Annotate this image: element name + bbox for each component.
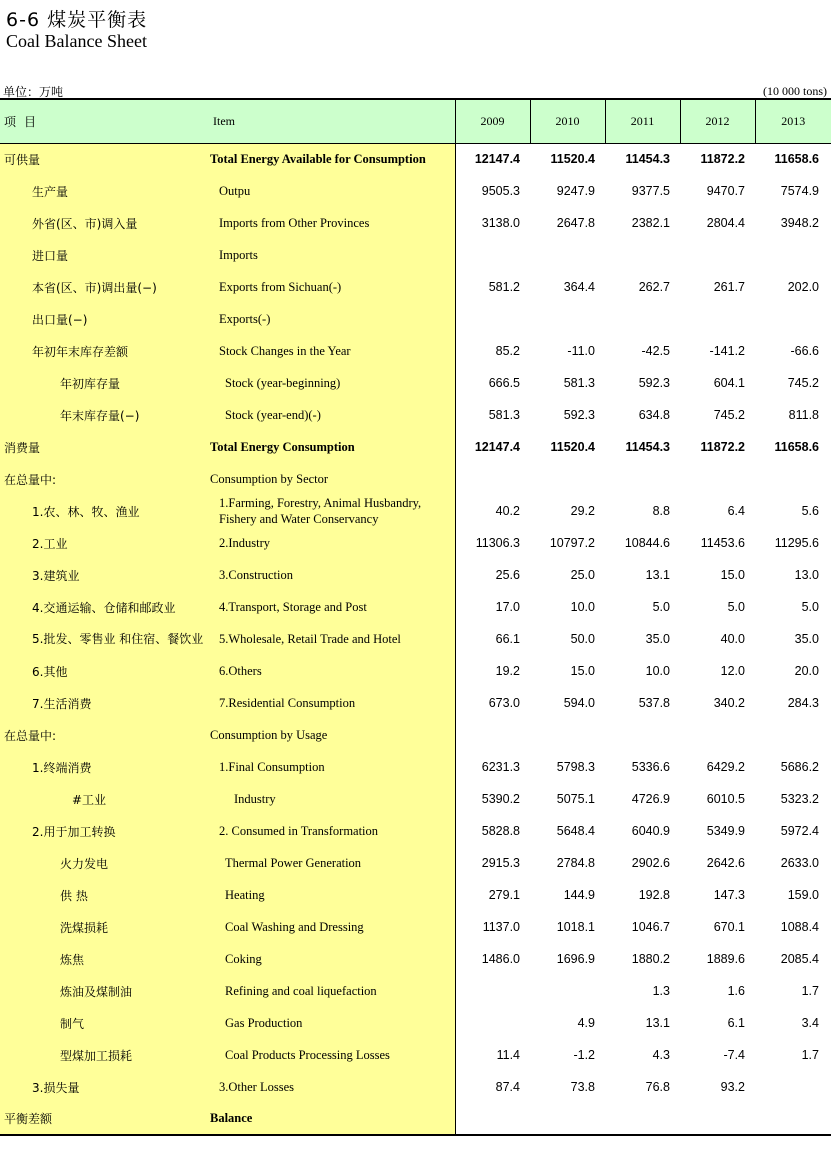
value-cell: 12147.4 — [474, 152, 520, 167]
value-cell: 5075.1 — [556, 792, 595, 806]
value-cell — [605, 719, 680, 751]
value-cell — [530, 303, 605, 335]
table-row — [0, 1103, 831, 1135]
value-cell: 11454.3 — [625, 440, 670, 454]
value-cell: 8.8 — [652, 504, 670, 518]
row-label-en: Refining and coal liquefaction — [210, 975, 455, 1007]
value-cell: 2647.8 — [556, 216, 595, 230]
row-label-cn: 在总量中: — [0, 719, 210, 751]
value-cell: 9247.9 — [556, 184, 595, 198]
row-label-en: 1.Farming, Forestry, Animal Husbandry, Fishery and Water Conservancy — [210, 495, 455, 527]
value-cell: 284.3 — [787, 696, 819, 710]
value-cell: 1889.6 — [706, 952, 745, 966]
table-row — [0, 783, 831, 815]
table-row — [0, 623, 831, 655]
row-label-cn: 生产量 — [0, 175, 210, 207]
table-row — [0, 815, 831, 847]
header-year: 2009 — [455, 99, 530, 143]
value-cell: 15.0 — [720, 568, 745, 582]
value-cell: -7.4 — [723, 1048, 745, 1062]
value-cell: 10.0 — [570, 600, 595, 614]
value-cell: 1880.2 — [631, 952, 670, 966]
value-cell: 9505.3 — [481, 184, 520, 198]
value-cell — [680, 303, 755, 335]
row-label-en: Coal Washing and Dressing — [210, 911, 455, 943]
value-cell: 2642.6 — [706, 856, 745, 870]
value-cell: 5.6 — [801, 504, 819, 518]
value-cell: 5686.2 — [780, 760, 819, 774]
value-cell: 3.4 — [801, 1016, 819, 1030]
value-cell: 25.0 — [570, 568, 595, 582]
value-cell — [755, 1103, 831, 1135]
value-cell: 50.0 — [570, 632, 595, 646]
table-row — [0, 975, 831, 1007]
row-label-en: 2.Industry — [210, 527, 455, 559]
value-cell: 1486.0 — [481, 952, 520, 966]
row-label-en: 3.Construction — [210, 559, 455, 591]
value-cell: 2902.6 — [631, 856, 670, 870]
value-cell: -42.5 — [641, 344, 670, 358]
value-cell — [605, 463, 680, 495]
value-cell: 144.9 — [563, 888, 595, 902]
table-row — [0, 911, 831, 943]
value-cell — [530, 1103, 605, 1135]
value-cell: 666.5 — [488, 376, 520, 390]
value-cell: 2804.4 — [706, 216, 745, 230]
value-cell — [680, 719, 755, 751]
value-cell: 261.7 — [713, 280, 745, 294]
row-label-cn: 供 热 — [0, 879, 210, 911]
value-cell: 5349.9 — [706, 824, 745, 838]
value-cell: 7574.9 — [780, 184, 819, 198]
table-row — [0, 367, 831, 399]
value-cell: 592.3 — [638, 376, 670, 390]
row-label-cn: 外省(区、市)调入量 — [0, 207, 210, 239]
value-cell: 6231.3 — [481, 760, 520, 774]
row-label-en: Stock (year-end)(-) — [210, 399, 455, 431]
value-cell: 745.2 — [713, 408, 745, 422]
value-cell: 340.2 — [713, 696, 745, 710]
value-cell — [455, 303, 530, 335]
row-label-cn: 出口量(−) — [0, 303, 210, 335]
row-label-en: 4.Transport, Storage and Post — [210, 591, 455, 623]
value-cell: 20.0 — [794, 664, 819, 678]
row-label-en: Stock Changes in the Year — [210, 335, 455, 367]
row-label-cn: 在总量中: — [0, 463, 210, 495]
value-cell: 11453.6 — [700, 536, 745, 550]
value-cell: 87.4 — [495, 1080, 520, 1094]
value-cell: 581.3 — [563, 376, 595, 390]
table-row — [0, 751, 831, 783]
value-cell: 202.0 — [787, 280, 819, 294]
table-row — [0, 207, 831, 239]
header-year: 2013 — [755, 99, 831, 143]
value-cell: 11872.2 — [700, 440, 745, 454]
value-cell: 1696.9 — [556, 952, 595, 966]
row-label-en: 2. Consumed in Transformation — [210, 815, 455, 847]
value-cell: -1.2 — [573, 1048, 595, 1062]
row-label-en: 5.Wholesale, Retail Trade and Hotel — [210, 623, 455, 655]
row-label-en: Consumption by Usage — [210, 719, 455, 751]
value-cell: 1.7 — [801, 984, 819, 998]
table-row — [0, 431, 831, 463]
value-cell: 6.4 — [727, 504, 745, 518]
table-row — [0, 463, 831, 495]
value-cell: 35.0 — [794, 632, 819, 646]
value-cell — [680, 239, 755, 271]
value-cell: 5798.3 — [556, 760, 595, 774]
value-cell — [530, 239, 605, 271]
value-cell: 1018.1 — [556, 920, 595, 934]
table-row — [0, 591, 831, 623]
value-cell — [680, 1103, 755, 1135]
value-cell: 581.2 — [488, 280, 520, 294]
value-cell — [605, 303, 680, 335]
value-cell: 13.1 — [645, 1016, 670, 1030]
row-label-cn: 火力发电 — [0, 847, 210, 879]
table-row — [0, 655, 831, 687]
value-cell: 11.4 — [496, 1048, 520, 1062]
value-cell: 4.9 — [577, 1016, 595, 1030]
value-cell: 364.4 — [563, 280, 595, 294]
value-cell — [755, 719, 831, 751]
row-label-en: Total Energy Available for Consumption — [210, 143, 455, 175]
value-cell — [455, 463, 530, 495]
value-cell: 10844.6 — [624, 536, 670, 550]
value-cell: -66.6 — [790, 344, 819, 358]
row-label-cn: 3.建筑业 — [0, 559, 210, 591]
table-row — [0, 143, 831, 175]
value-cell: 76.8 — [645, 1080, 670, 1094]
value-cell: 5972.4 — [780, 824, 819, 838]
row-label-cn: 2.用于加工转换 — [0, 815, 210, 847]
value-cell — [755, 303, 831, 335]
table-row — [0, 303, 831, 335]
value-cell — [755, 1071, 831, 1103]
row-label-en: Exports from Sichuan(-) — [210, 271, 455, 303]
value-cell: 5336.6 — [631, 760, 670, 774]
page-title-cn: 6-6 煤炭平衡表 — [6, 9, 148, 31]
page-title-en: Coal Balance Sheet — [6, 31, 147, 51]
header-item-en: Item — [210, 99, 455, 143]
value-cell: 1088.4 — [780, 920, 819, 934]
value-cell: 4726.9 — [631, 792, 670, 806]
value-cell: 581.3 — [488, 408, 520, 422]
value-cell: 2784.8 — [556, 856, 595, 870]
header-item-cn: 项目 — [0, 99, 210, 143]
row-label-cn: 洗煤损耗 — [0, 911, 210, 943]
value-cell: 73.8 — [570, 1080, 595, 1094]
value-cell: -11.0 — [567, 344, 595, 358]
table-row — [0, 335, 831, 367]
value-cell: 594.0 — [563, 696, 595, 710]
row-label-en: Balance — [210, 1103, 455, 1135]
row-label-cn: 7.生活消费 — [0, 687, 210, 719]
header-year: 2010 — [530, 99, 605, 143]
value-cell: 537.8 — [638, 696, 670, 710]
value-cell: 5648.4 — [556, 824, 595, 838]
value-cell: 9470.7 — [706, 184, 745, 198]
value-cell — [455, 1103, 530, 1135]
value-cell: 5323.2 — [780, 792, 819, 806]
value-cell — [530, 975, 605, 1007]
value-cell — [605, 1103, 680, 1135]
row-label-cn: 6.其他 — [0, 655, 210, 687]
row-label-cn: 2.工业 — [0, 527, 210, 559]
table-row — [0, 559, 831, 591]
value-cell: 1.7 — [801, 1048, 819, 1062]
value-cell: 29.2 — [570, 504, 595, 518]
table-row — [0, 943, 831, 975]
value-cell — [455, 719, 530, 751]
unit-label-en: (10 000 tons) — [763, 84, 827, 98]
value-cell: 1046.7 — [631, 920, 670, 934]
row-label-en: Outpu — [210, 175, 455, 207]
value-cell: 670.1 — [713, 920, 745, 934]
value-cell: 10797.2 — [549, 536, 595, 550]
row-label-en: Coal Products Processing Losses — [210, 1039, 455, 1071]
row-label-en: 7.Residential Consumption — [210, 687, 455, 719]
value-cell: 66.1 — [495, 632, 520, 646]
coal-balance-table-container — [0, 98, 831, 1136]
table-row — [0, 495, 831, 527]
value-cell — [530, 463, 605, 495]
value-cell: 192.8 — [638, 888, 670, 902]
row-label-en: 6.Others — [210, 655, 455, 687]
row-label-en: Thermal Power Generation — [210, 847, 455, 879]
value-cell — [530, 719, 605, 751]
table-row — [0, 687, 831, 719]
row-label-en: Total Energy Consumption — [210, 431, 455, 463]
value-cell: 40.2 — [495, 504, 520, 518]
value-cell: 11520.4 — [550, 440, 595, 454]
value-cell: 262.7 — [638, 280, 670, 294]
value-cell: 1.6 — [727, 984, 745, 998]
value-cell — [455, 975, 530, 1007]
value-cell — [605, 239, 680, 271]
value-cell: -141.2 — [709, 344, 745, 358]
row-label-cn: 可供量 — [0, 143, 210, 175]
value-cell: 1.3 — [652, 984, 670, 998]
row-label-cn: 本省(区、市)调出量(−) — [0, 271, 210, 303]
value-cell — [680, 463, 755, 495]
value-cell: 3138.0 — [481, 216, 520, 230]
value-cell — [455, 239, 530, 271]
value-cell: 17.0 — [495, 600, 520, 614]
value-cell: 25.6 — [495, 568, 520, 582]
value-cell — [755, 239, 831, 271]
header-row — [0, 99, 831, 143]
value-cell — [755, 463, 831, 495]
value-cell: 6010.5 — [706, 792, 745, 806]
header-year: 2011 — [605, 99, 680, 143]
row-label-en: Imports from Other Provinces — [210, 207, 455, 239]
row-label-cn: 年初年末库存差额 — [0, 335, 210, 367]
table-row — [0, 271, 831, 303]
row-label-cn: #工业 — [0, 783, 210, 815]
value-cell: 10.0 — [645, 664, 670, 678]
row-label-cn: 3.损失量 — [0, 1071, 210, 1103]
value-cell: 4.3 — [652, 1048, 670, 1062]
row-label-en: 1.Final Consumption — [210, 751, 455, 783]
value-cell: 6040.9 — [631, 824, 670, 838]
value-cell: 11295.6 — [774, 536, 819, 550]
row-label-cn: 1.农、林、牧、渔业 — [0, 495, 210, 527]
row-label-cn: 1.终端消费 — [0, 751, 210, 783]
row-label-cn: 平衡差额 — [0, 1103, 210, 1135]
value-cell: 13.0 — [794, 568, 819, 582]
table-row — [0, 1071, 831, 1103]
row-label-cn: 5.批发、零售业 和住宿、餐饮业 — [0, 623, 210, 655]
value-cell — [455, 1007, 530, 1039]
value-cell: 35.0 — [645, 632, 670, 646]
row-label-en: Coking — [210, 943, 455, 975]
row-label-cn: 年末库存量(−) — [0, 399, 210, 431]
value-cell: 634.8 — [638, 408, 670, 422]
value-cell: 2382.1 — [631, 216, 670, 230]
row-label-en: Imports — [210, 239, 455, 271]
value-cell: 6429.2 — [706, 760, 745, 774]
value-cell: 11872.2 — [700, 152, 745, 167]
row-label-en: Consumption by Sector — [210, 463, 455, 495]
table-row — [0, 239, 831, 271]
row-label-cn: 制气 — [0, 1007, 210, 1039]
row-label-en: Exports(-) — [210, 303, 455, 335]
table-row — [0, 527, 831, 559]
row-label-cn: 进口量 — [0, 239, 210, 271]
value-cell: 5828.8 — [481, 824, 520, 838]
value-cell: 2633.0 — [780, 856, 819, 870]
value-cell: 147.3 — [713, 888, 745, 902]
unit-label-cn: 单位：万吨 — [3, 85, 64, 99]
value-cell: 40.0 — [720, 632, 745, 646]
row-label-cn: 炼油及煤制油 — [0, 975, 210, 1007]
table-row — [0, 879, 831, 911]
header-year: 2012 — [680, 99, 755, 143]
value-cell: 93.2 — [720, 1080, 745, 1094]
value-cell: 85.2 — [495, 344, 520, 358]
value-cell: 15.0 — [570, 664, 595, 678]
row-label-cn: 消费量 — [0, 431, 210, 463]
value-cell: 5390.2 — [481, 792, 520, 806]
row-label-cn: 4.交通运输、仓储和邮政业 — [0, 591, 210, 623]
value-cell: 673.0 — [488, 696, 520, 710]
table-body — [0, 143, 831, 1135]
value-cell: 11306.3 — [475, 536, 520, 550]
row-label-en: Stock (year-beginning) — [210, 367, 455, 399]
table-row — [0, 719, 831, 751]
value-cell: 5.0 — [652, 600, 670, 614]
value-cell: 2085.4 — [780, 952, 819, 966]
row-label-en: Industry — [210, 783, 455, 815]
value-cell: 13.1 — [645, 568, 670, 582]
value-cell: 11520.4 — [550, 152, 595, 167]
value-cell: 279.1 — [488, 888, 520, 902]
table-row — [0, 175, 831, 207]
value-cell: 5.0 — [801, 600, 819, 614]
value-cell: 2915.3 — [481, 856, 520, 870]
row-label-en: Heating — [210, 879, 455, 911]
value-cell: 12147.4 — [474, 440, 520, 454]
table-row — [0, 1039, 831, 1071]
value-cell: 11658.6 — [774, 152, 819, 167]
value-cell: 604.1 — [713, 376, 745, 390]
value-cell: 11658.6 — [774, 440, 819, 454]
value-cell: 1137.0 — [482, 920, 520, 934]
value-cell: 6.1 — [727, 1016, 745, 1030]
value-cell: 811.8 — [788, 408, 819, 422]
table-row — [0, 1007, 831, 1039]
value-cell: 745.2 — [787, 376, 819, 390]
table-row — [0, 399, 831, 431]
value-cell: 3948.2 — [780, 216, 819, 230]
value-cell: 19.2 — [495, 664, 520, 678]
row-label-en: 3.Other Losses — [210, 1071, 455, 1103]
value-cell: 5.0 — [727, 600, 745, 614]
coal-balance-table — [0, 98, 831, 1136]
table-row — [0, 847, 831, 879]
row-label-cn: 炼焦 — [0, 943, 210, 975]
row-label-cn: 型煤加工损耗 — [0, 1039, 210, 1071]
value-cell: 9377.5 — [631, 184, 670, 198]
value-cell: 159.0 — [787, 888, 819, 902]
value-cell: 592.3 — [563, 408, 595, 422]
value-cell: 12.0 — [720, 664, 745, 678]
row-label-cn: 年初库存量 — [0, 367, 210, 399]
value-cell: 11454.3 — [625, 152, 670, 167]
row-label-en: Gas Production — [210, 1007, 455, 1039]
